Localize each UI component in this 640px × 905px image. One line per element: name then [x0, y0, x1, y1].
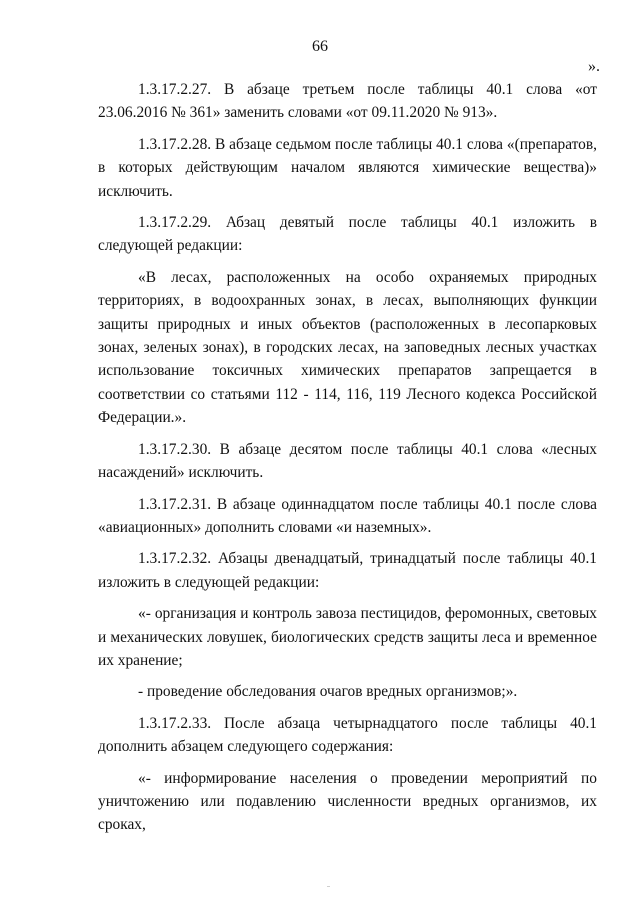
quoted-item-organization: «- организация и контроль завоза пестицидов, феромонных, световых и механических ловушек, биологических средств защиты леса и временное их хранение;: [98, 605, 597, 669]
paragraph-1-3-17-2-27: 1.3.17.2.27. В абзаце третьем после таблицы 40.1 слова «от 23.06.2016 № 361» заменить словами «от 09.11.2020 № 913».: [98, 81, 597, 122]
scan-mark: [327, 886, 330, 887]
paragraph-1-3-17-2-28: 1.3.17.2.28. В абзаце седьмом после таблицы 40.1 слова «(препаратов, в которых действующим началом являются химические вещества)» исключить.: [98, 135, 597, 200]
paragraph-1-3-17-2-30: 1.3.17.2.30. В абзаце десятом после таблицы 40.1 слова «лесных насаждений» исключить.: [98, 440, 597, 482]
page-number: 66: [312, 38, 328, 55]
closing-quote: ».: [588, 58, 600, 75]
quoted-paragraph-forests: «В лесах, расположенных на особо охраняемых природных территориях, в водоохранных зонах, в лесах, выполняющих функции защиты природных и иных объектов (расположенных в лесопарковых зонах, зеленых зонах), в городских лесах, на заповедных лесных участках использование токсичных химических препаратов запрещается в соответствии со статьями 112 - 114, 116, 119 Лесного кодекса Российской Федерации.».: [98, 268, 597, 427]
paragraph-1-3-17-2-32: 1.3.17.2.32. Абзацы двенадцатый, тринадцатый после таблицы 40.1 изложить в следующей редакции:: [98, 550, 597, 591]
quoted-item-informing: «- информирование населения о проведении мероприятий по уничтожению или подавлению численности вредных организмов, их сроках,: [98, 769, 597, 834]
document-body: [98, 78, 597, 845]
paragraph-1-3-17-2-31: 1.3.17.2.31. В абзаце одиннадцатом после таблицы 40.1 после слова «авиационных» дополнить словами «и наземных».: [98, 495, 597, 536]
quoted-item-survey: - проведение обследования очагов вредных организмов;».: [138, 683, 518, 701]
paragraph-1-3-17-2-33: 1.3.17.2.33. После абзаца четырнадцатого после таблицы 40.1 дополнить абзацем следующего содержания:: [98, 714, 597, 756]
paragraph-1-3-17-2-29: 1.3.17.2.29. Абзац девятый после таблицы 40.1 изложить в следующей редакции:: [98, 214, 597, 255]
